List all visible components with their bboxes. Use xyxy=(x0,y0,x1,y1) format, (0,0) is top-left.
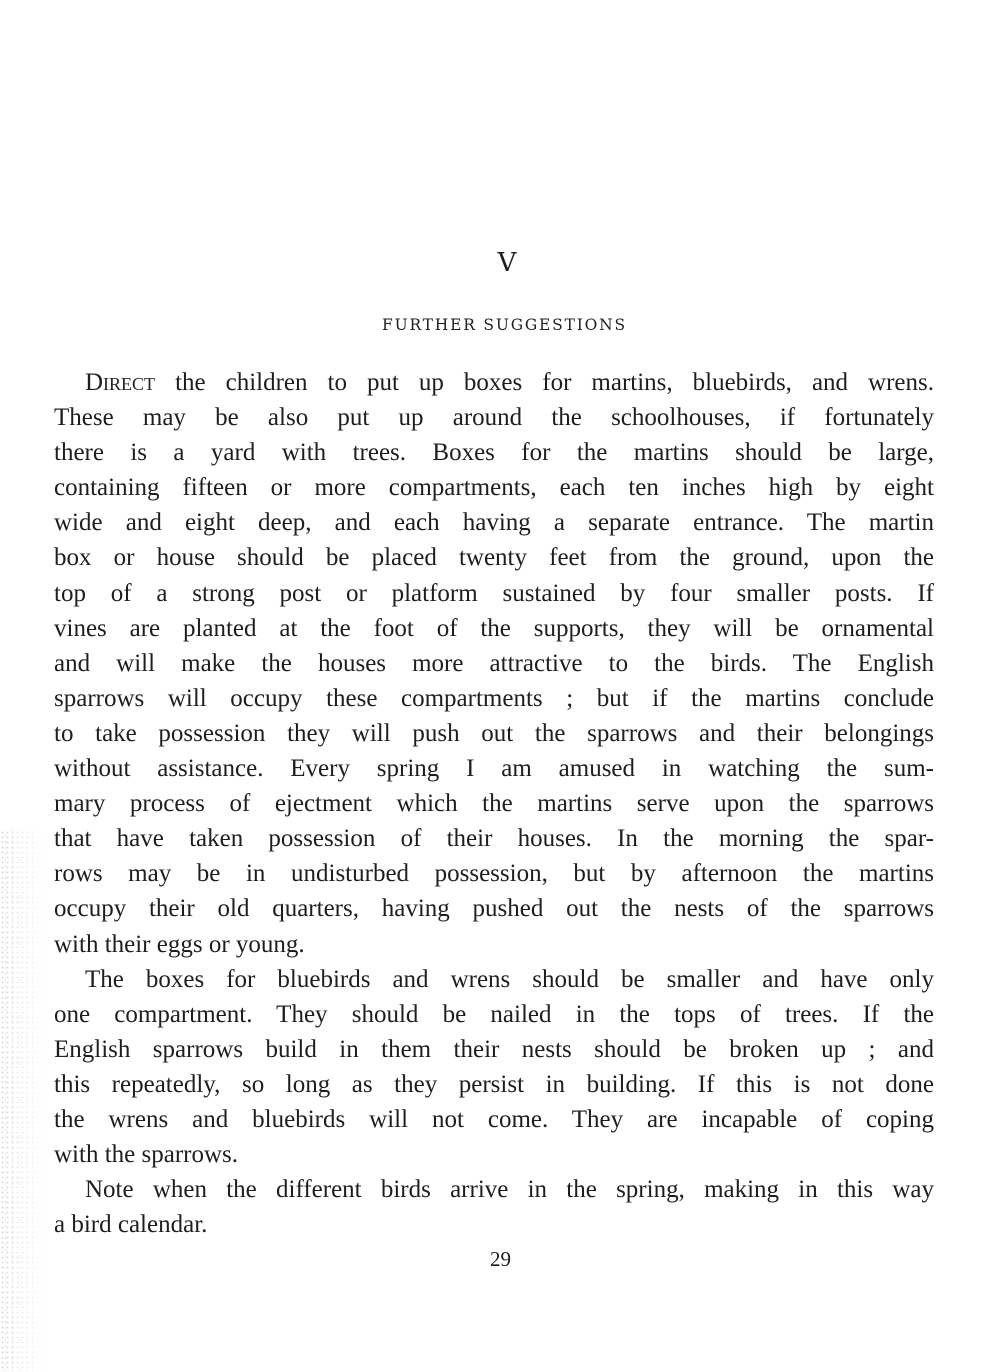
paragraph-line: this repeatedly, so long as they persist in building. If this is not done xyxy=(54,1070,934,1098)
scan-edge-speckle xyxy=(0,830,46,1372)
paragraph-line: with the sparrows. xyxy=(54,1141,238,1169)
paragraph-line: mary process of ejectment which the martins serve upon the sparrows xyxy=(54,790,934,818)
paragraph-line: the wrens and bluebirds will not come. They are incapable of coping xyxy=(54,1105,934,1133)
paragraph-line: without assistance. Every spring I am amused in watching the sum- xyxy=(54,755,934,783)
chapter-numeral: V xyxy=(497,248,518,278)
paragraph-line: a bird calendar. xyxy=(54,1211,208,1239)
paragraph-line: to take possession they will push out the sparrows and their belongings xyxy=(54,719,934,747)
paragraph-line: rows may be in undisturbed possession, but by afternoon the martins xyxy=(54,860,934,888)
chapter-title: FURTHER SUGGESTIONS xyxy=(382,316,627,334)
paragraph-2 xyxy=(54,962,934,1173)
paragraph-3 xyxy=(54,1172,934,1242)
paragraph-line: wide and eight deep, and each having a separate entrance. The martin xyxy=(54,509,934,537)
page-number: 29 xyxy=(490,1247,511,1271)
paragraph-line: sparrows will occupy these compartments ; but if the martins conclude xyxy=(54,684,934,712)
paragraph-line: box or house should be placed twenty feet from the ground, upon the xyxy=(54,544,934,572)
paragraph-line: These may be also put up around the schoolhouses, if fortunately xyxy=(54,404,934,432)
paragraph-1 xyxy=(54,365,934,962)
paragraph-line: occupy their old quarters, having pushed out the nests of the sparrows xyxy=(54,895,934,923)
paragraph-line: Direct the children to put up boxes for martins, bluebirds, and wrens. xyxy=(85,369,934,396)
paragraph-line: containing fifteen or more compartments, each ten inches high by eight xyxy=(54,474,934,502)
paragraph-line: and will make the houses more attractive to the birds. The English xyxy=(54,649,934,677)
opening-small-caps-word: Direct xyxy=(85,369,156,396)
paragraph-line: that have taken possession of their houses. In the morning the spar- xyxy=(54,825,934,853)
paragraph-line: with their eggs or young. xyxy=(54,930,305,958)
body-text xyxy=(54,365,934,1242)
paragraph-line: The boxes for bluebirds and wrens should be smaller and have only xyxy=(85,965,934,993)
paragraph-line: one compartment. They should be nailed in the tops of trees. If the xyxy=(54,1000,934,1028)
paragraph-line: Note when the different birds arrive in the spring, making in this way xyxy=(85,1176,934,1204)
paragraph-line: there is a yard with trees. Boxes for the martins should be large, xyxy=(54,439,934,467)
paragraph-line: top of a strong post or platform sustained by four smaller posts. If xyxy=(54,579,934,607)
paragraph-line: English sparrows build in them their nests should be broken up ; and xyxy=(54,1035,934,1063)
paragraph-line: vines are planted at the foot of the supports, they will be ornamental xyxy=(54,614,934,642)
